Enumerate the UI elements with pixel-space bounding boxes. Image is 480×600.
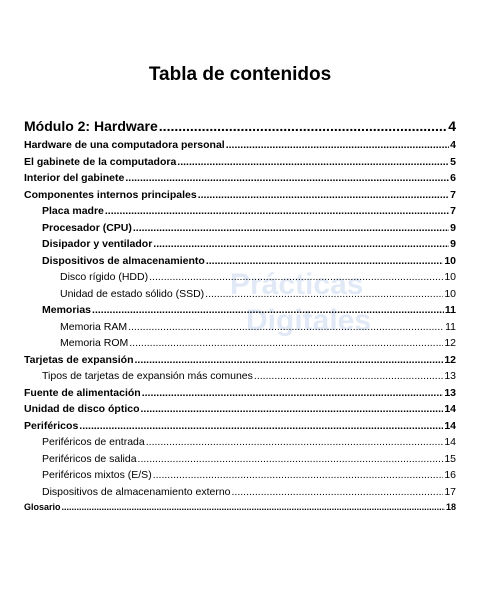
watermark-line-2: Digitales [246,304,372,337]
toc-entry-page-number: 17 [444,485,456,498]
dot-leader [129,335,443,352]
toc-entry[interactable] [24,451,456,468]
toc-entry-page-number: 16 [444,469,456,481]
toc-entry-label: Periféricos de salida [42,452,137,465]
toc-entry-page-number: 11 [445,320,456,333]
toc-entry-page-number: 12 [444,353,456,366]
toc-entry-page-number: 10 [444,254,456,267]
dot-leader [232,484,444,501]
toc-entry[interactable] [24,170,456,187]
toc-entry-label: Unidad de disco óptico [24,403,140,415]
dot-leader [92,302,444,319]
toc-entry[interactable] [24,203,456,220]
toc-entry-page-number: 10 [444,287,456,300]
toc-entry-page-number: 5 [450,155,456,168]
toc-entry-label: Periféricos [24,419,79,432]
toc-entry[interactable] [24,500,456,515]
toc-entry-page-number: 18 [445,502,456,512]
table-of-contents [24,115,456,515]
toc-entry-label: Disipador y ventilador [42,238,153,250]
dot-leader [149,269,443,286]
toc-entry-label: Hardware de una computadora personal [24,139,225,151]
toc-entry-label: El gabinete de la computadora [24,155,177,168]
toc-entry-page-number: 12 [444,337,456,349]
toc-entry-page-number: 9 [450,238,456,250]
toc-entry-page-number: 13 [444,386,456,399]
dot-leader [205,286,443,303]
toc-entry-label: Memorias [42,304,92,316]
page-title: Tabla de contenidos [148,64,332,85]
toc-entry-label: Placa madre [42,205,104,217]
toc-entry[interactable] [24,269,456,286]
toc-entry-label: Tarjetas de expansión [24,353,134,366]
dot-leader [146,434,444,451]
toc-entry[interactable] [24,401,456,418]
toc-entry[interactable] [24,385,456,402]
toc-entry[interactable] [24,467,456,484]
dot-leader [153,236,449,253]
toc-entry-label: Periféricos de entrada [42,436,145,448]
dot-leader [254,368,443,385]
toc-entry-page-number: 9 [450,221,456,234]
toc-entry[interactable] [24,187,456,204]
toc-entry[interactable] [24,137,456,154]
toc-entry-page-number: 14 [444,436,456,448]
dot-leader [141,401,444,418]
dot-leader [177,154,449,171]
toc-entry[interactable] [24,154,456,171]
dot-leader [105,203,449,220]
toc-entry[interactable] [24,302,456,319]
toc-entry-label: Unidad de estado sólido (SSD) [60,287,205,300]
toc-entry-label: Interior del gabinete [24,172,125,184]
toc-entry[interactable] [24,418,456,435]
toc-entry-label: Dispositivos de almacenamiento externo [42,485,231,498]
dot-leader [62,500,445,515]
toc-entry-label: Módulo 2: Hardware [24,118,158,134]
dot-leader [142,385,444,402]
toc-entry-page-number: 4 [448,118,456,134]
toc-entry-page-number: 15 [444,452,456,465]
toc-entry[interactable] [24,319,456,336]
dot-leader [153,467,444,484]
dot-leader [206,253,444,270]
toc-entry[interactable] [24,352,456,369]
dot-leader [226,137,449,154]
toc-entry-page-number: 14 [444,403,456,415]
toc-entry-label: Glosario [24,502,61,512]
toc-entry[interactable] [24,253,456,270]
toc-entry[interactable] [24,335,456,352]
toc-entry-label: Fuente de alimentación [24,386,141,399]
toc-entry-label: Dispositivos de almacenamiento [42,254,205,267]
dot-leader [138,451,444,468]
watermark-line-1: Prácticas [230,268,364,301]
toc-entry-label: Disco rígido (HDD) [60,271,149,283]
toc-entry-page-number: 10 [444,271,456,283]
toc-entry-page-number: 4 [450,139,456,151]
toc-entry[interactable] [24,220,456,237]
dot-leader [133,220,449,237]
toc-entry-label: Periféricos mixtos (E/S) [42,469,152,481]
dot-leader [125,170,449,187]
toc-entry-page-number: 7 [450,188,456,201]
toc-entry[interactable] [24,368,456,385]
toc-entry[interactable] [24,484,456,501]
toc-entry-page-number: 14 [444,419,456,432]
toc-entry-page-number: 6 [450,172,456,184]
toc-entry[interactable] [24,115,456,137]
toc-entry-label: Procesador (CPU) [42,221,132,234]
dot-leader [159,115,447,137]
toc-entry-label: Memoria ROM [60,337,129,349]
toc-entry-label: Tipos de tarjetas de expansión más comunes [42,370,253,382]
toc-entry[interactable] [24,236,456,253]
toc-entry[interactable] [24,286,456,303]
toc-entry-label: Componentes internos principales [24,188,197,201]
dot-leader [198,187,449,204]
toc-entry-page-number: 11 [444,304,456,316]
toc-entry-page-number: 7 [450,205,456,217]
toc-entry-page-number: 13 [444,370,456,382]
toc-entry-label: Memoria RAM [60,320,128,333]
toc-entry[interactable] [24,434,456,451]
dot-leader [128,319,444,336]
dot-leader [135,352,444,369]
dot-leader [79,418,443,435]
